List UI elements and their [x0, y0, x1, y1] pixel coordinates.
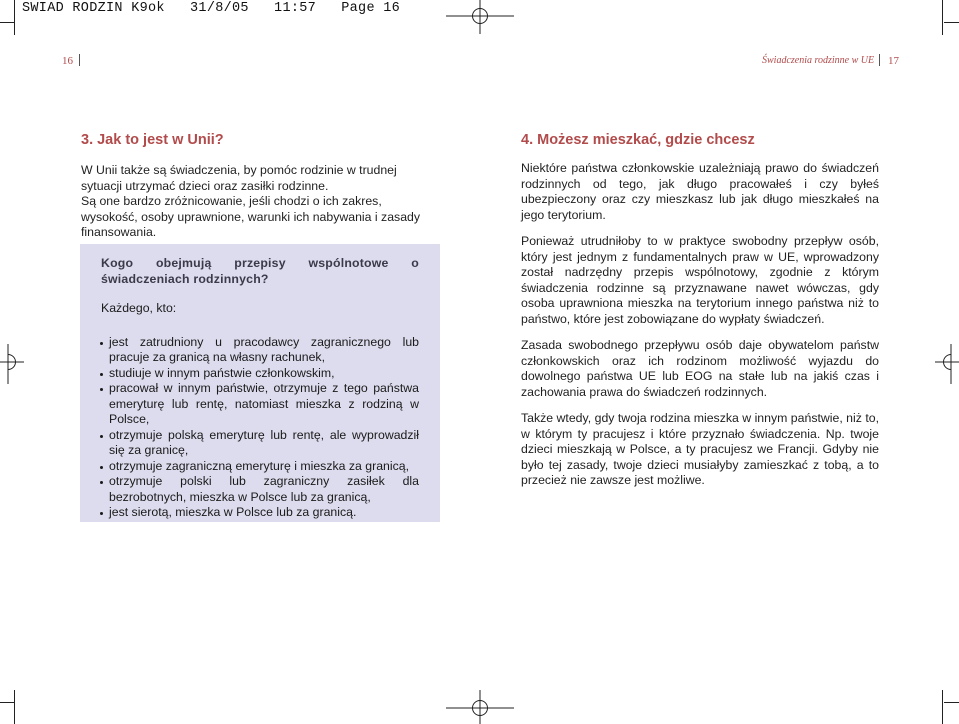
page-number-right: 17 — [888, 55, 899, 67]
section-heading-4: 4. Możesz mieszkać, gdzie chcesz — [521, 132, 755, 148]
left-paragraph-2: Są one bardzo zróżnicowanie, jeśli chodzi o ich zakres, wysokość, osoby uprawnione, warunki ich nabywania i zasady finansowania. — [81, 194, 421, 239]
header-rule-right — [879, 54, 880, 66]
list-item: jest zatrudniony u pracodawcy zagranicznego lub pracuje za granicą na własny rachunek, — [101, 335, 419, 366]
registration-mark-left — [0, 344, 24, 384]
print-slug: SWIAD RODZIN K9ok 31/8/05 11:57 Page 16 — [22, 1, 401, 16]
right-column — [521, 131, 879, 489]
eligibility-list — [101, 335, 419, 521]
list-item: pracował w innym państwie, otrzymuje z tego państwa emeryturę lub rentę, natomiast mieszka z rodziną w Polsce, — [101, 381, 419, 428]
box-question: Kogo obejmują przepisy wspólnotowe o świadczeniach rodzinnych? — [101, 256, 419, 286]
list-item: jest sierotą, mieszka w Polsce lub za granicą. — [101, 505, 419, 521]
list-item: otrzymuje polską emeryturę lub rentę, ale wyprowadził się za granicę, — [101, 428, 419, 459]
left-column — [81, 131, 441, 241]
running-head: Świadczenia rodzinne w UE — [762, 55, 875, 66]
right-paragraph-3: Zasada swobodnego przepływu osób daje obywatelom państw członkowskich oraz ich rodzinom możliwość wyjazdu do dowolnego państwa UE lub EOG na stałe lub na jakiś czas i zachowania prawa do świadczeń rodzinnych. — [521, 338, 879, 399]
right-paragraph-2: Ponieważ utrudniłoby to w praktyce swobodny przepływ osób, który jest jednym z fundamentalnych praw w UE, wprowadzony został nadrzędny przepis wspólnotowy, zgodnie z którym świadczenia rodzinne są przyznawane nawet wówczas, gdy osoba uprawniona mieszka na terytorium innego państwa niż to państwo, które jest zobowiązane do wypłaty świadczeń. — [521, 234, 879, 326]
list-item: otrzymuje zagraniczną emeryturę i mieszka za granicą, — [101, 459, 419, 475]
right-paragraph-1: Niektóre państwa członkowskie uzależniają prawo do świadczeń rodzinnych od tego, jak długo pracowałeś i czy byłeś ubezpieczony oraz czy mieszkasz lub jak długo mieszkałeś na jego terytorium. — [521, 161, 879, 222]
header-rule-left — [79, 54, 80, 66]
list-item: studiuje w innym państwie członkowskim, — [101, 366, 419, 382]
section-heading-3: 3. Jak to jest w Unii? — [81, 132, 224, 148]
left-paragraph-1: W Unii także są świadczenia, by pomóc rodzinie w trudnej sytuacji utrzymać dzieci oraz zasiłki rodzinne. — [81, 163, 397, 193]
info-box — [80, 244, 440, 522]
registration-mark-bottom — [446, 690, 514, 724]
list-item: otrzymuje polski lub zagraniczny zasiłek dla bezrobotnych, mieszka w Polsce lub za granicą, — [101, 474, 419, 505]
box-lead: Każdego, kto: — [101, 301, 177, 315]
right-paragraph-4: Także wtedy, gdy twoja rodzina mieszka w innym państwie, niż to, w którym ty pracujesz i które przyznało świadczenia. Np. twoje dzieci mieszkają w Polsce, a ty pracujesz we Francji. Gdyby nie było tej zasady, twoje dzieci musiałyby zamieszkać z tobą, a to przecież nie zawsze jest możliwe. — [521, 411, 879, 487]
registration-mark-top — [446, 0, 514, 34]
page-number-left: 16 — [62, 55, 73, 67]
registration-mark-right — [935, 344, 959, 384]
